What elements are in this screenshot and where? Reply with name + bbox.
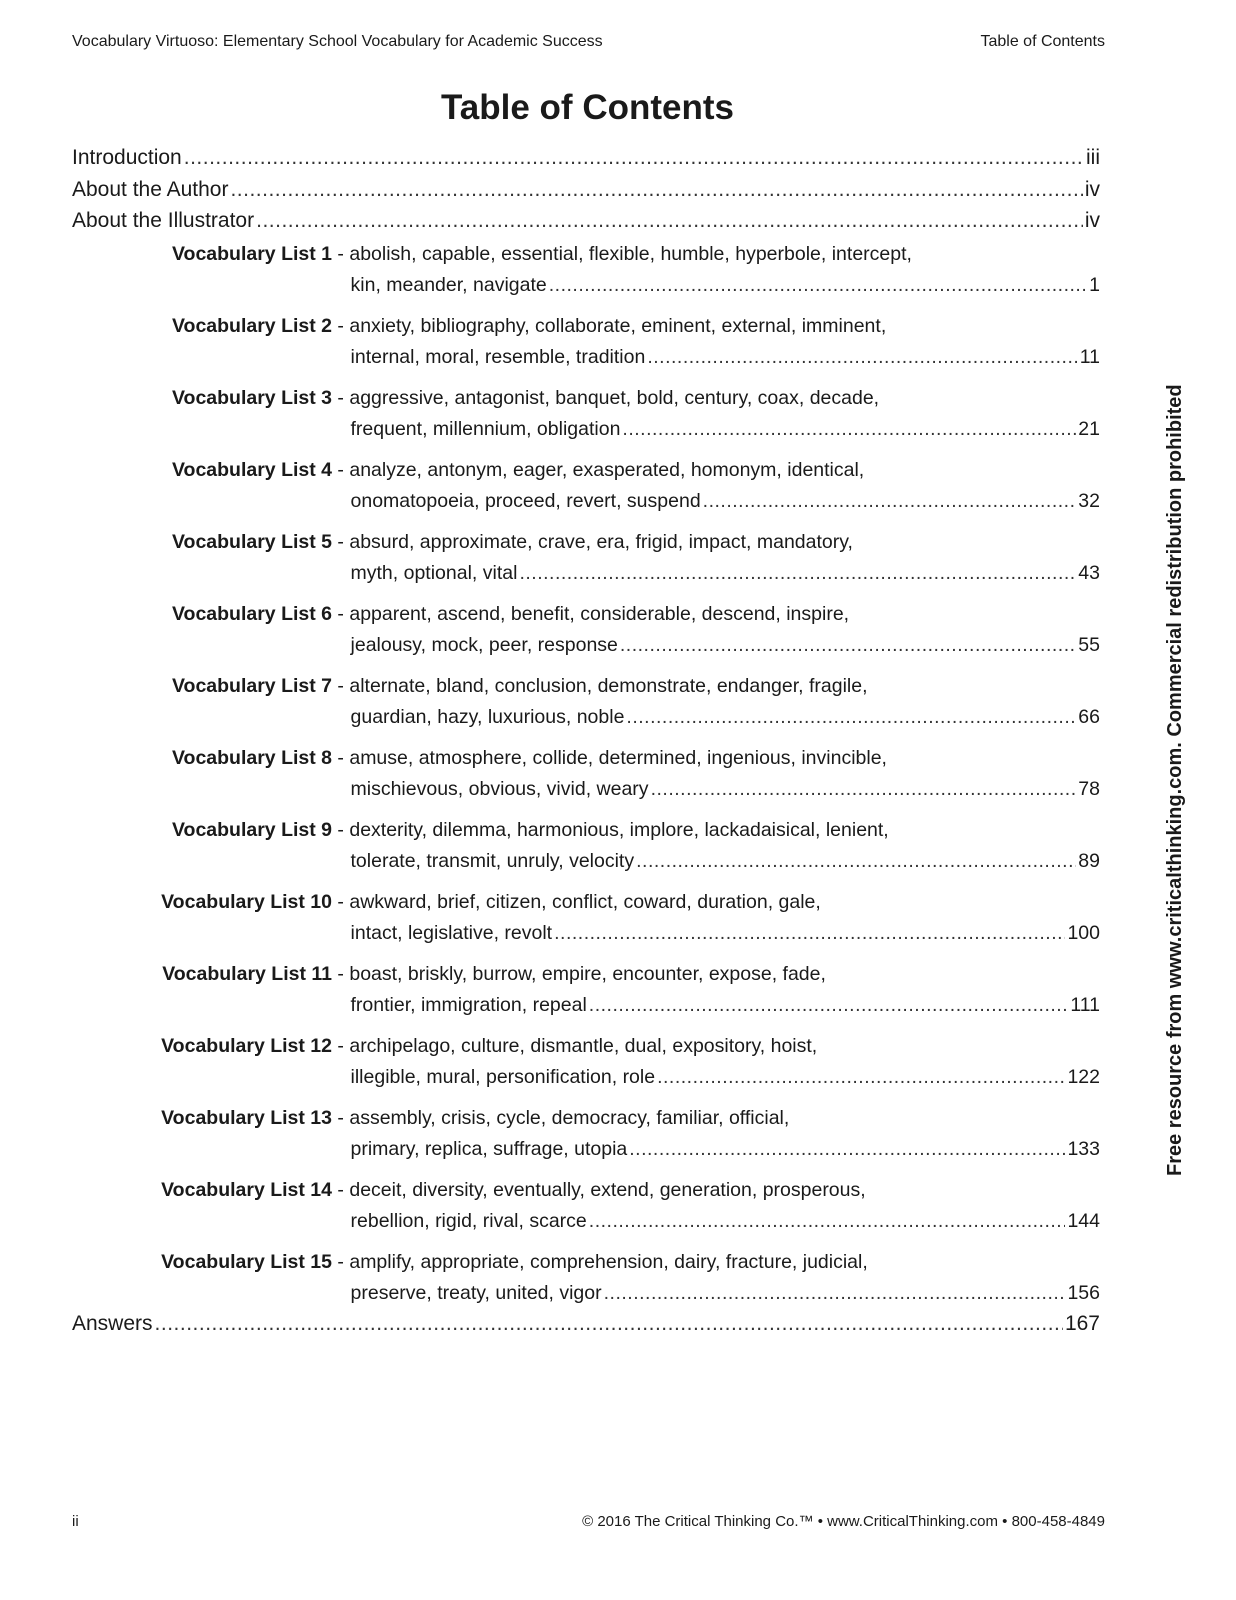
header-section-title: Table of Contents xyxy=(980,33,1105,50)
vocabulary-list-page: 122 xyxy=(1067,1066,1100,1088)
entry-line-1 xyxy=(72,531,1100,563)
toc-entry-label: About the Illustrator xyxy=(72,209,255,232)
vocabulary-list-page: 100 xyxy=(1067,922,1100,944)
separator: - xyxy=(332,890,350,913)
vocabulary-list-entry[interactable] xyxy=(72,531,1100,594)
vocabulary-words-line-1: abolish, capable, essential, flexible, humble, hyperbole, intercept, xyxy=(349,242,912,265)
vocabulary-list-entry[interactable] xyxy=(72,315,1100,378)
vocabulary-list-page: 78 xyxy=(1078,778,1100,800)
dot-leader xyxy=(629,1138,1065,1161)
vocabulary-list-entry[interactable] xyxy=(72,1251,1100,1314)
vocabulary-words-line-2: rebellion, rigid, rival, scarce xyxy=(350,1210,587,1232)
vocabulary-list-entry[interactable] xyxy=(72,891,1100,954)
separator: - xyxy=(332,1250,350,1273)
dot-leader xyxy=(636,850,1076,873)
separator: - xyxy=(332,1034,350,1057)
separator: - xyxy=(332,674,350,697)
vocabulary-words-line-2: primary, replica, suffrage, utopia xyxy=(350,1138,628,1160)
separator: - xyxy=(332,530,350,553)
vocabulary-list-page: 156 xyxy=(1067,1282,1100,1304)
page-footer xyxy=(72,1513,1105,1530)
vocabulary-words-line-1: boast, briskly, burrow, empire, encounter, expose, fade, xyxy=(349,962,826,985)
entry-line-1 xyxy=(72,1179,1100,1211)
vocabulary-list-page: 21 xyxy=(1078,418,1100,440)
dot-leader xyxy=(589,1210,1066,1233)
vocabulary-words-line-1: awkward, brief, citizen, conflict, coward, duration, gale, xyxy=(349,890,821,913)
toc-entry-page: iv xyxy=(1084,209,1100,232)
front-matter xyxy=(72,146,1100,241)
dot-leader xyxy=(657,1066,1065,1089)
dot-leader xyxy=(651,778,1077,801)
entry-line-1 xyxy=(72,459,1100,491)
entry-line-2 xyxy=(72,706,1100,738)
toc-entry-label: Answers xyxy=(72,1311,153,1335)
vocabulary-list-label: Vocabulary List 13 xyxy=(161,1106,332,1129)
vocabulary-words-line-1: amuse, atmosphere, collide, determined, ingenious, invincible, xyxy=(349,746,887,769)
vocabulary-list-label: Vocabulary List 8 xyxy=(171,746,332,769)
separator: - xyxy=(332,818,350,841)
vocabulary-list-label: Vocabulary List 3 xyxy=(171,386,332,409)
vocabulary-list-page: 133 xyxy=(1067,1138,1100,1160)
toc-entry[interactable] xyxy=(72,146,1100,178)
vocabulary-words-line-2: frequent, millennium, obligation xyxy=(350,418,621,440)
entry-line-2 xyxy=(72,778,1100,810)
separator: - xyxy=(332,242,350,265)
vocabulary-list-page: 66 xyxy=(1078,706,1100,728)
table-of-contents xyxy=(72,146,1100,1343)
vocabulary-list-entry[interactable] xyxy=(72,387,1100,450)
vocabulary-words-line-2: onomatopoeia, proceed, revert, suspend xyxy=(350,490,701,512)
dot-leader xyxy=(519,562,1076,585)
side-watermark-text: Free resource from www.criticalthinking.com. Commercial redistribution prohibited xyxy=(1164,384,1186,1176)
vocabulary-words-line-1: alternate, bland, conclusion, demonstrate, endanger, fragile, xyxy=(349,674,868,697)
vocabulary-list-label: Vocabulary List 7 xyxy=(171,674,332,697)
dot-leader xyxy=(549,274,1087,297)
vocabulary-list-label: Vocabulary List 9 xyxy=(171,818,332,841)
entry-line-1 xyxy=(72,963,1100,995)
vocabulary-words-line-1: absurd, approximate, crave, era, frigid, impact, mandatory, xyxy=(349,530,853,553)
separator: - xyxy=(332,602,350,625)
entry-line-1 xyxy=(72,1251,1100,1283)
dot-leader xyxy=(184,146,1084,170)
vocabulary-list-label: Vocabulary List 1 xyxy=(171,242,332,265)
vocabulary-list-entry[interactable] xyxy=(72,747,1100,810)
toc-entry-label: Introduction xyxy=(72,146,182,169)
vocabulary-list-label: Vocabulary List 12 xyxy=(161,1034,332,1057)
toc-entry-page: 167 xyxy=(1064,1311,1100,1335)
toc-entry-page: iii xyxy=(1086,146,1100,169)
vocabulary-words-line-1: apparent, ascend, benefit, considerable, descend, inspire, xyxy=(349,602,850,625)
vocabulary-list-page: 55 xyxy=(1078,634,1100,656)
vocabulary-list-entry[interactable] xyxy=(72,819,1100,882)
vocabulary-list-label: Vocabulary List 2 xyxy=(171,314,332,337)
vocabulary-list-entry[interactable] xyxy=(72,1107,1100,1170)
vocabulary-list-label: Vocabulary List 10 xyxy=(161,890,332,913)
entry-line-2 xyxy=(72,1066,1100,1098)
dot-leader xyxy=(620,634,1076,657)
separator: - xyxy=(332,314,350,337)
vocabulary-words-line-1: assembly, crisis, cycle, democracy, familiar, official, xyxy=(349,1106,790,1129)
dot-leader xyxy=(604,1282,1066,1305)
vocabulary-words-line-2: mischievous, obvious, vivid, weary xyxy=(350,778,649,800)
entry-line-1 xyxy=(72,243,1100,275)
vocabulary-list-entry[interactable] xyxy=(72,1179,1100,1242)
vocabulary-list-entry[interactable] xyxy=(72,243,1100,306)
vocabulary-words-line-1: aggressive, antagonist, banquet, bold, century, coax, decade, xyxy=(349,386,880,409)
vocabulary-list-label: Vocabulary List 4 xyxy=(171,458,332,481)
vocabulary-words-line-2: kin, meander, navigate xyxy=(350,274,547,296)
dot-leader xyxy=(703,490,1077,513)
vocabulary-words-line-2: illegible, mural, personification, role xyxy=(350,1066,656,1088)
entry-line-1 xyxy=(72,387,1100,419)
toc-entry[interactable] xyxy=(72,1312,1100,1344)
dot-leader xyxy=(256,209,1083,233)
vocabulary-words-line-1: anxiety, bibliography, collaborate, eminent, external, imminent, xyxy=(349,314,887,337)
entry-line-2 xyxy=(72,850,1100,882)
vocabulary-lists xyxy=(72,243,1100,1314)
entry-line-2 xyxy=(72,994,1100,1026)
vocabulary-list-label: Vocabulary List 14 xyxy=(161,1178,332,1201)
toc-entry-page: iv xyxy=(1084,177,1100,201)
separator: - xyxy=(332,746,350,769)
entry-line-2 xyxy=(72,1138,1100,1170)
header-book-title: Vocabulary Virtuoso: Elementary School Vocabulary for Academic Success xyxy=(72,33,603,50)
entry-line-1 xyxy=(72,1107,1100,1139)
vocabulary-list-page: 11 xyxy=(1079,346,1100,368)
footer-page-number: ii xyxy=(72,1513,79,1530)
separator: - xyxy=(332,962,350,985)
entry-line-2 xyxy=(72,490,1100,522)
entry-line-2 xyxy=(72,634,1100,666)
back-matter xyxy=(72,1312,1100,1344)
dot-leader xyxy=(554,922,1065,945)
entry-line-1 xyxy=(72,891,1100,923)
entry-line-2 xyxy=(72,922,1100,954)
vocabulary-list-page: 43 xyxy=(1078,562,1100,584)
vocabulary-list-page: 89 xyxy=(1078,850,1100,872)
vocabulary-words-line-2: internal, moral, resemble, tradition xyxy=(350,346,646,368)
vocabulary-list-label: Vocabulary List 15 xyxy=(161,1250,332,1273)
vocabulary-list-page: 144 xyxy=(1067,1210,1100,1232)
entry-line-2 xyxy=(72,346,1100,378)
separator: - xyxy=(332,1106,350,1129)
entry-line-1 xyxy=(72,1035,1100,1067)
dot-leader xyxy=(230,178,1082,202)
vocabulary-list-label: Vocabulary List 6 xyxy=(171,602,332,625)
dot-leader xyxy=(155,1312,1063,1336)
vocabulary-words-line-1: dexterity, dilemma, harmonious, implore, lackadaisical, lenient, xyxy=(349,818,889,841)
vocabulary-words-line-1: deceit, diversity, eventually, extend, generation, prosperous, xyxy=(349,1178,866,1201)
vocabulary-words-line-2: jealousy, mock, peer, response xyxy=(350,634,618,656)
entry-line-1 xyxy=(72,675,1100,707)
entry-line-1 xyxy=(72,747,1100,779)
vocabulary-list-entry[interactable] xyxy=(72,675,1100,738)
dot-leader xyxy=(626,706,1076,729)
entry-line-1 xyxy=(72,819,1100,851)
separator: - xyxy=(332,458,350,481)
dot-leader xyxy=(647,346,1077,369)
vocabulary-words-line-2: myth, optional, vital xyxy=(350,562,518,584)
vocabulary-words-line-2: guardian, hazy, luxurious, noble xyxy=(350,706,625,728)
vocabulary-words-line-2: frontier, immigration, repeal xyxy=(350,994,587,1016)
vocabulary-list-entry[interactable] xyxy=(72,459,1100,522)
page-title: Table of Contents xyxy=(441,88,734,127)
vocabulary-list-page: 32 xyxy=(1078,490,1100,512)
vocabulary-list-page: 111 xyxy=(1070,994,1100,1016)
footer-copyright: © 2016 The Critical Thinking Co.™ • www.CriticalThinking.com • 800-458-4849 xyxy=(582,1513,1105,1530)
vocabulary-words-line-1: amplify, appropriate, comprehension, dairy, fracture, judicial, xyxy=(349,1250,868,1273)
toc-entry[interactable] xyxy=(72,178,1100,210)
toc-entry[interactable] xyxy=(72,209,1100,241)
page-header xyxy=(72,33,1105,51)
separator: - xyxy=(332,386,350,409)
entry-line-2 xyxy=(72,1210,1100,1242)
entry-line-2 xyxy=(72,418,1100,450)
vocabulary-words-line-2: intact, legislative, revolt xyxy=(350,922,553,944)
entry-line-1 xyxy=(72,315,1100,347)
vocabulary-list-entry[interactable] xyxy=(72,1035,1100,1098)
entry-line-1 xyxy=(72,603,1100,635)
dot-leader xyxy=(622,418,1076,441)
entry-line-2 xyxy=(72,562,1100,594)
vocabulary-list-label: Vocabulary List 11 xyxy=(162,962,332,985)
vocabulary-list-label: Vocabulary List 5 xyxy=(171,530,332,553)
separator: - xyxy=(332,1178,350,1201)
entry-line-2 xyxy=(72,274,1100,306)
vocabulary-words-line-2: preserve, treaty, united, vigor xyxy=(350,1282,602,1304)
dot-leader xyxy=(589,994,1069,1017)
entry-line-2 xyxy=(72,1282,1100,1314)
vocabulary-words-line-1: analyze, antonym, eager, exasperated, homonym, identical, xyxy=(349,458,865,481)
toc-entry-label: About the Author xyxy=(72,177,229,201)
vocabulary-words-line-1: archipelago, culture, dismantle, dual, expository, hoist, xyxy=(349,1034,818,1057)
vocabulary-list-page: 1 xyxy=(1089,274,1100,296)
vocabulary-words-line-2: tolerate, transmit, unruly, velocity xyxy=(350,850,635,872)
vocabulary-list-entry[interactable] xyxy=(72,963,1100,1026)
vocabulary-list-entry[interactable] xyxy=(72,603,1100,666)
